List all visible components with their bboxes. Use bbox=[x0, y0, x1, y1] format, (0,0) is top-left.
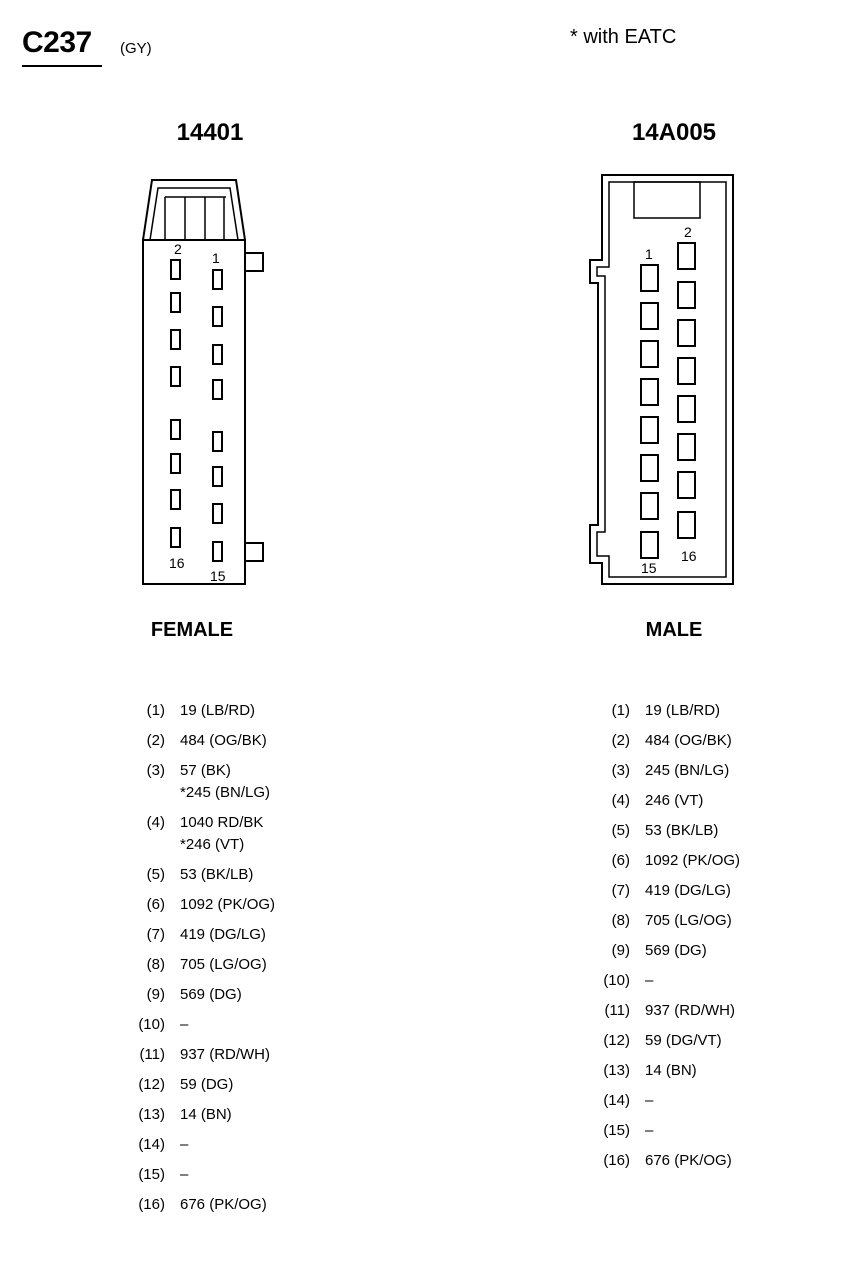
female-pin-wire: 937 (RD/WH) bbox=[180, 1046, 271, 1063]
female-cavity-12 bbox=[171, 454, 180, 473]
female-pin-number: (9) bbox=[146, 986, 165, 1003]
male-pin-number: (13) bbox=[603, 1062, 630, 1079]
male-label-top-right: 2 bbox=[684, 224, 692, 240]
female-pin-wire: – bbox=[180, 1166, 189, 1183]
male-pin-wire: 59 (DG/VT) bbox=[645, 1032, 722, 1049]
male-cavity-7 bbox=[641, 379, 658, 405]
female-pin-number: (11) bbox=[139, 1046, 165, 1063]
female-cavity-3 bbox=[213, 307, 222, 326]
male-pin-wire: 937 (RD/WH) bbox=[645, 1002, 736, 1019]
female-cavity-1 bbox=[213, 270, 222, 289]
female-cavity-5 bbox=[213, 345, 222, 364]
male-cavity-14 bbox=[678, 472, 695, 498]
female-pin-number: (3) bbox=[146, 762, 165, 779]
connector-id: C237 bbox=[22, 26, 92, 59]
female-pin-wire: 569 (DG) bbox=[180, 986, 242, 1003]
male-pin-wire: 569 (DG) bbox=[645, 942, 707, 959]
male-cavity-2 bbox=[678, 243, 695, 269]
female-pin-number: (13) bbox=[138, 1106, 165, 1123]
female-label-bottom-right: 15 bbox=[210, 568, 226, 584]
female-pin-number: (2) bbox=[146, 732, 165, 749]
male-pin-number: (9) bbox=[611, 942, 630, 959]
female-pin-wire: 19 (LB/RD) bbox=[180, 702, 256, 719]
male-pin-wire: 14 (BN) bbox=[645, 1062, 697, 1079]
female-label-top-right: 1 bbox=[212, 250, 220, 266]
male-cavity-3 bbox=[641, 303, 658, 329]
female-cavity-14 bbox=[171, 490, 180, 509]
male-label-top-left: 1 bbox=[645, 246, 653, 262]
female-pin-alt-wire: *246 (VT) bbox=[180, 836, 245, 853]
female-cavity-16 bbox=[171, 528, 180, 547]
male-pin-number: (1) bbox=[611, 702, 630, 719]
female-cavity-11 bbox=[213, 467, 222, 486]
male-cavity-15 bbox=[641, 532, 658, 558]
male-pin-number: (2) bbox=[611, 732, 630, 749]
male-pin-wire: 19 (LB/RD) bbox=[645, 702, 721, 719]
female-pin-wire: 705 (LG/OG) bbox=[180, 956, 267, 973]
female-pin-number: (1) bbox=[146, 702, 165, 719]
male-pin-number: (3) bbox=[611, 762, 630, 779]
male-pin-number: (15) bbox=[603, 1122, 630, 1139]
female-cavity-2 bbox=[171, 260, 180, 279]
male-pin-number: (14) bbox=[603, 1092, 630, 1109]
male-pin-wire: 246 (VT) bbox=[645, 792, 704, 809]
male-cavity-11 bbox=[641, 455, 658, 481]
male-pin-wire: 419 (DG/LG) bbox=[645, 882, 731, 899]
female-cavity-8 bbox=[171, 367, 180, 386]
male-cavity-8 bbox=[678, 358, 695, 384]
female-cavity-15 bbox=[213, 542, 222, 561]
male-cavity-16 bbox=[678, 512, 695, 538]
female-pin-wire: 1092 (PK/OG) bbox=[180, 896, 276, 913]
male-pin-wire: 53 (BK/LB) bbox=[645, 822, 719, 839]
male-pin-number: (7) bbox=[611, 882, 630, 899]
male-pin-number: (6) bbox=[611, 852, 630, 869]
male-pin-number: (16) bbox=[603, 1152, 630, 1169]
female-pin-wire: 484 (OG/BK) bbox=[180, 732, 267, 749]
female-pin-number: (6) bbox=[146, 896, 165, 913]
male-pin-list bbox=[590, 702, 850, 1182]
male-pin-wire: 705 (LG/OG) bbox=[645, 912, 732, 929]
female-pin-number: (7) bbox=[146, 926, 165, 943]
male-gender-label: MALE bbox=[645, 619, 703, 641]
male-pin-wire: 484 (OG/BK) bbox=[645, 732, 732, 749]
female-pin-wire: 676 (PK/OG) bbox=[180, 1196, 267, 1213]
male-pin-number: (11) bbox=[604, 1002, 630, 1019]
male-part-number: 14A005 bbox=[631, 119, 717, 146]
female-cavity-13 bbox=[213, 504, 222, 523]
male-pin-wire: 1092 (PK/OG) bbox=[645, 852, 741, 869]
male-cavity-13 bbox=[641, 493, 658, 519]
male-pin-wire: 676 (PK/OG) bbox=[645, 1152, 732, 1169]
male-connector-drawing bbox=[590, 175, 733, 584]
female-pin-number: (4) bbox=[146, 814, 165, 831]
male-cavity-12 bbox=[678, 434, 695, 460]
female-pin-list bbox=[125, 702, 425, 1222]
female-cavity-9 bbox=[213, 432, 222, 451]
male-cavity-6 bbox=[678, 320, 695, 346]
male-cavity-1 bbox=[641, 265, 658, 291]
male-pin-wire: – bbox=[645, 1122, 654, 1139]
male-label-bottom-left: 15 bbox=[641, 560, 657, 576]
male-cavity-5 bbox=[641, 341, 658, 367]
female-label-top-left: 2 bbox=[174, 241, 182, 257]
male-pin-wire: 245 (BN/LG) bbox=[645, 762, 730, 779]
female-cavity-7 bbox=[213, 380, 222, 399]
male-pin-number: (12) bbox=[603, 1032, 630, 1049]
male-pin-number: (10) bbox=[603, 972, 630, 989]
male-pin-wire: – bbox=[645, 972, 654, 989]
female-pin-number: (16) bbox=[138, 1196, 165, 1213]
female-connector-drawing bbox=[143, 180, 263, 584]
female-pin-wire: 57 (BK) bbox=[180, 762, 231, 779]
female-pin-wire: 1040 RD/BK bbox=[180, 814, 264, 831]
female-pin-number: (5) bbox=[146, 866, 165, 883]
eatc-note: * with EATC bbox=[570, 26, 677, 48]
female-pin-number: (15) bbox=[138, 1166, 165, 1183]
male-label-bottom-right: 16 bbox=[681, 548, 697, 564]
female-cavity-10 bbox=[171, 420, 180, 439]
male-pin-number: (4) bbox=[611, 792, 630, 809]
female-pin-wire: 53 (BK/LB) bbox=[180, 866, 254, 883]
female-pin-wire: 419 (DG/LG) bbox=[180, 926, 266, 943]
female-pin-alt-wire: *245 (BN/LG) bbox=[180, 784, 271, 801]
connector-color-code: (GY) bbox=[120, 40, 152, 57]
female-pin-number: (12) bbox=[138, 1076, 165, 1093]
female-pin-number: (8) bbox=[146, 956, 165, 973]
female-cavity-6 bbox=[171, 330, 180, 349]
male-cavity-4 bbox=[678, 282, 695, 308]
male-pin-number: (8) bbox=[611, 912, 630, 929]
female-part-number: 14401 bbox=[176, 119, 244, 146]
female-cavity-4 bbox=[171, 293, 180, 312]
female-gender-label: FEMALE bbox=[150, 619, 234, 641]
female-pin-wire: 14 (BN) bbox=[180, 1106, 232, 1123]
female-pin-wire: – bbox=[180, 1016, 189, 1033]
male-cavity-9 bbox=[641, 417, 658, 443]
male-pin-cavities bbox=[641, 243, 695, 558]
female-pin-wire: 59 (DG) bbox=[180, 1076, 234, 1093]
female-pin-wire: – bbox=[180, 1136, 189, 1153]
female-pin-cavities bbox=[171, 260, 222, 561]
female-pin-number: (10) bbox=[138, 1016, 165, 1033]
female-label-bottom-left: 16 bbox=[169, 555, 185, 571]
male-pin-number: (5) bbox=[611, 822, 630, 839]
male-pin-wire: – bbox=[645, 1092, 654, 1109]
male-cavity-10 bbox=[678, 396, 695, 422]
female-pin-number: (14) bbox=[138, 1136, 165, 1153]
